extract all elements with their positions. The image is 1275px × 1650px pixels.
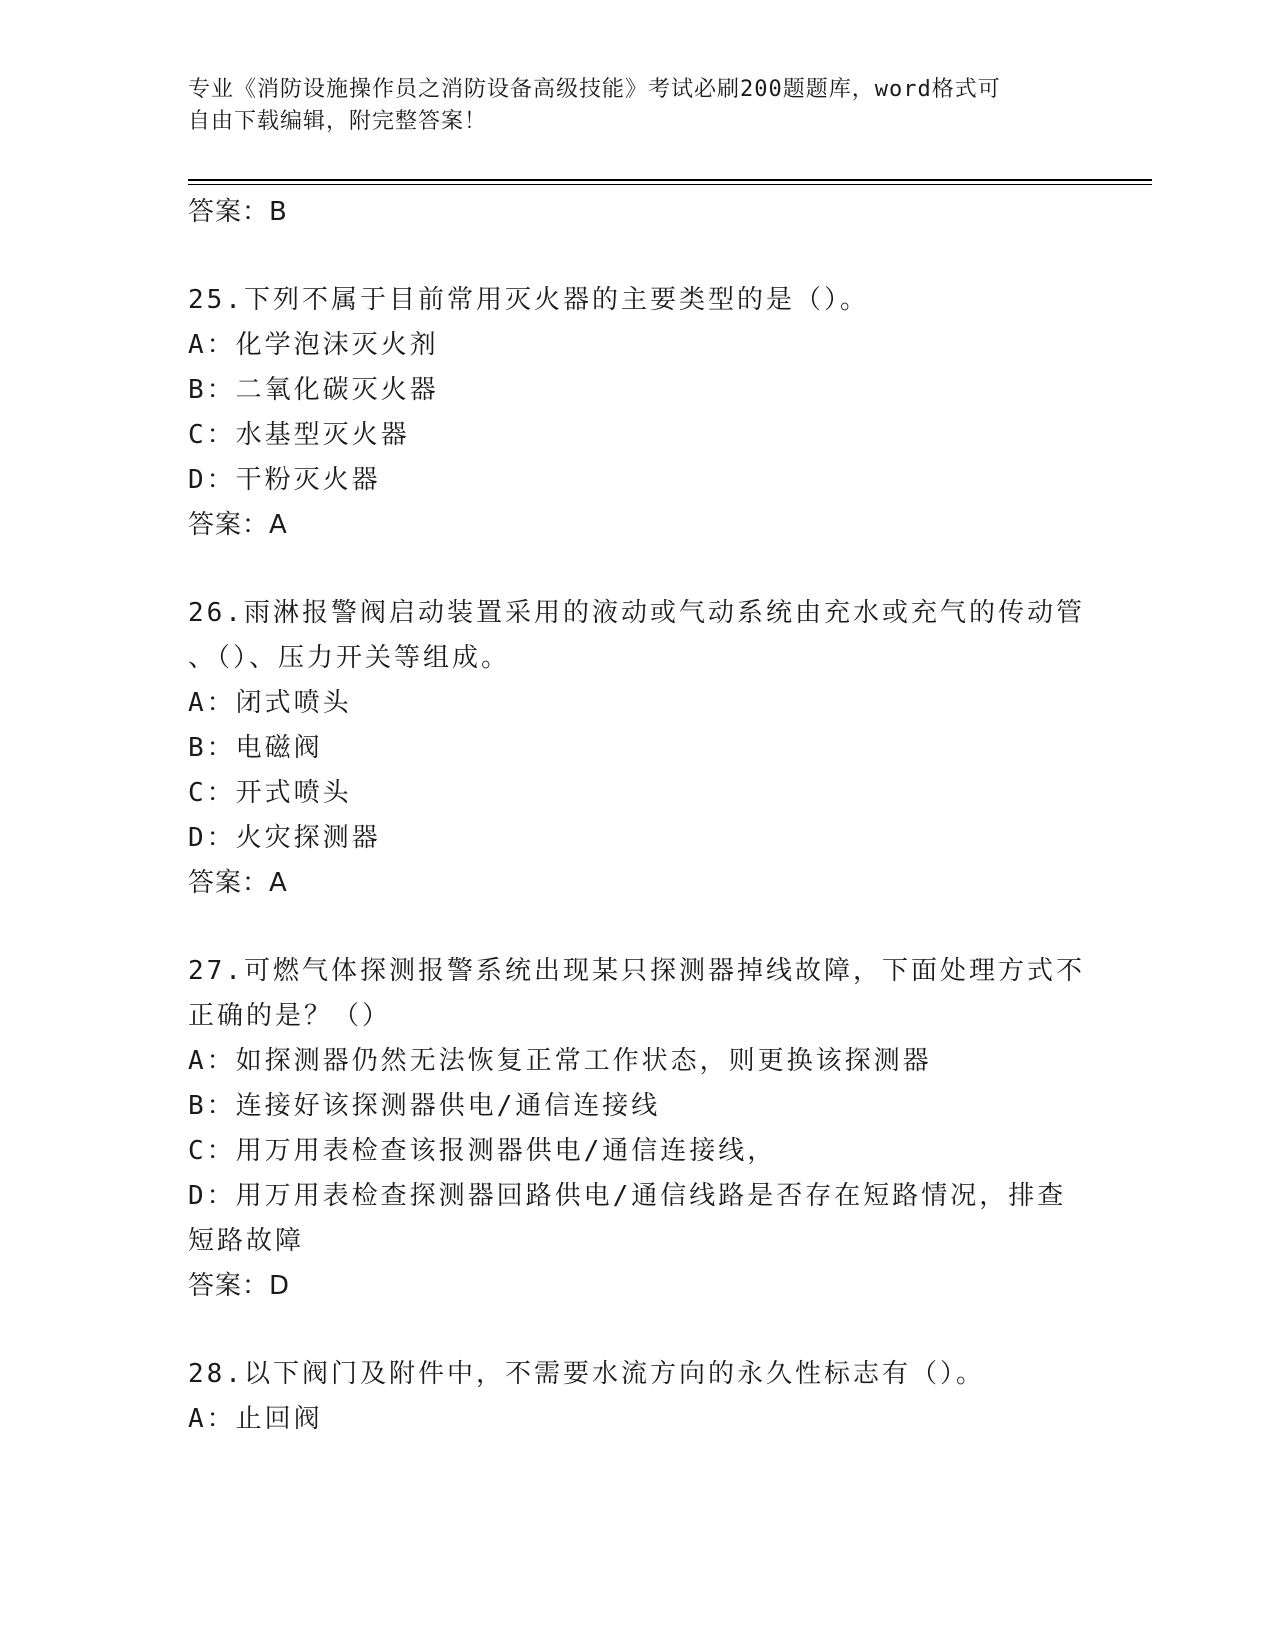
answer-line: 答案：A: [188, 510, 288, 540]
header-divider-thin: [188, 184, 1152, 185]
option-d: D：用万用表检查探测器回路供电/通信线路是否存在短路情况，排查: [188, 1181, 1067, 1211]
answer-line: 答案：A: [188, 868, 288, 898]
question-text: 28.以下阀门及附件中，不需要水流方向的永久性标志有（）。: [188, 1359, 985, 1389]
option-a: A：闭式喷头: [188, 688, 352, 718]
question-text: 26.雨淋报警阀启动装置采用的液动或气动系统由充水或充气的传动管: [188, 598, 1085, 628]
option-a: A：如探测器仍然无法恢复正常工作状态，则更换该探测器: [188, 1046, 932, 1076]
document-header: [188, 74, 1068, 138]
question-text-cont: 、（）、压力开关等组成。: [188, 643, 511, 673]
option-b: B：二氧化碳灭火器: [188, 375, 439, 405]
question-text-cont: 正确的是？（）: [188, 1001, 392, 1031]
document-body: [188, 190, 1088, 1442]
option-a: A：化学泡沫灭火剂: [188, 330, 439, 360]
question-text: 25.下列不属于目前常用灭火器的主要类型的是（）。: [188, 285, 869, 315]
question-block: [188, 1352, 1088, 1442]
question-block: [188, 949, 1088, 1308]
header-line-2: 自由下载编辑，附完整答案！: [188, 109, 488, 134]
option-d-cont: 短路故障: [188, 1226, 305, 1256]
header-divider: [188, 179, 1152, 181]
question-block: [188, 278, 1088, 547]
question-block: [188, 591, 1088, 905]
option-c: C：用万用表检查该报测器供电/通信连接线，: [188, 1136, 777, 1166]
question-text: 27.可燃气体探测报警系统出现某只探测器掉线故障，下面处理方式不: [188, 956, 1085, 986]
option-c: C：开式喷头: [188, 778, 352, 808]
header-line-1: 专业《消防设施操作员之消防设备高级技能》考试必刷200题题库，word格式可: [188, 77, 1001, 102]
option-a: A：止回阀: [188, 1404, 323, 1434]
option-d: D：干粉灭火器: [188, 465, 381, 495]
option-c: C：水基型灭火器: [188, 420, 410, 450]
answer-line: 答案：D: [188, 1271, 291, 1301]
option-b: B：连接好该探测器供电/通信连接线: [188, 1091, 661, 1121]
option-b: B：电磁阀: [188, 733, 323, 763]
answer-line: 答案：B: [188, 197, 288, 227]
option-d: D：火灾探测器: [188, 823, 381, 853]
